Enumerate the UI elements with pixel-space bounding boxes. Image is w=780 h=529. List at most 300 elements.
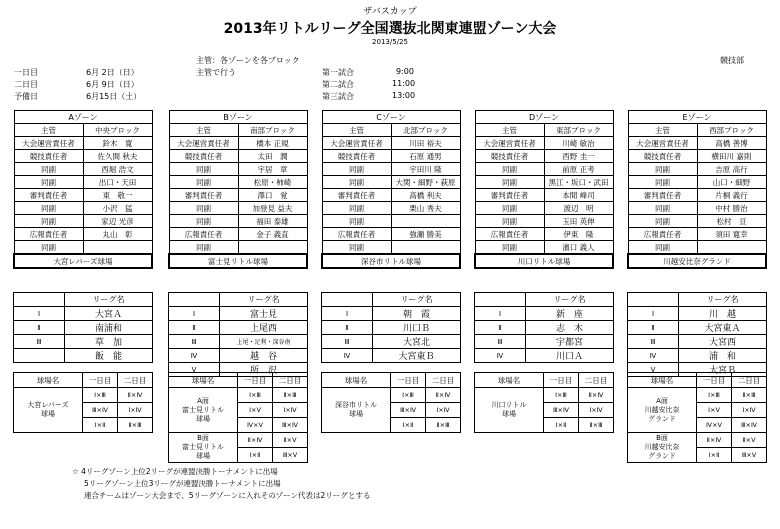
staff-row	[475, 176, 613, 189]
staff-person: 川田 裕夫	[391, 137, 460, 150]
staff-role: 審判責任者	[628, 189, 697, 202]
day2-match: Ⅲ×Ⅴ	[273, 448, 308, 463]
league-number: Ⅳ	[169, 349, 220, 363]
league-num-head	[628, 293, 679, 307]
day2-head: 二日目	[579, 373, 614, 388]
venue-name: 富士見リトル球場	[169, 254, 307, 268]
league-row	[475, 349, 614, 363]
day1-match: Ⅰ×Ⅴ	[238, 403, 273, 418]
zone-header-row	[169, 111, 307, 124]
staff-row	[322, 189, 460, 202]
venue-name: 大宮レパーズ球場	[14, 254, 152, 268]
staff-row	[322, 176, 460, 189]
staff-role: 主管	[628, 124, 697, 137]
league-number: Ⅱ	[169, 321, 220, 335]
venue-name: 川口リトル球場	[475, 254, 613, 268]
day1-head: 一日目	[83, 373, 118, 388]
league-number: Ⅲ	[628, 335, 679, 349]
league-row	[322, 307, 461, 321]
league-team: 所 沢	[220, 363, 308, 377]
ground-head: 球場名	[628, 373, 697, 388]
league-team: 越 谷	[220, 349, 308, 363]
staff-person: 松原・柿崎	[238, 176, 307, 189]
staff-row	[322, 215, 460, 228]
staff-person: 金子 義直	[238, 228, 307, 241]
league-team: 川口Ａ	[526, 349, 614, 363]
staff-row	[475, 241, 613, 255]
ground-venue: A面 川越安比奈 グランド	[628, 388, 697, 433]
league-row	[14, 321, 153, 335]
league-team: 大宮Ａ	[65, 307, 153, 321]
league-row	[322, 321, 461, 335]
staff-row	[14, 163, 152, 176]
staff-role: 同副	[628, 241, 697, 255]
zone-name: Bゾーン	[169, 111, 307, 124]
staff-person	[238, 241, 307, 255]
ground-header-row	[322, 373, 461, 388]
zone-staff-table	[474, 110, 614, 269]
staff-row	[475, 124, 613, 137]
staff-row	[14, 137, 152, 150]
day1-match: Ⅲ×Ⅳ	[391, 403, 426, 418]
staff-person: 宇田川 隆	[391, 163, 460, 176]
day2-match: Ⅲ×Ⅳ	[273, 418, 308, 433]
league-number	[14, 349, 65, 363]
staff-role: 審判責任者	[475, 189, 544, 202]
document-date: 2013/5/25	[372, 38, 408, 46]
staff-row	[14, 150, 152, 163]
day1-match: Ⅰ×Ⅱ	[238, 448, 273, 463]
venue-name: 川越安比奈グランド	[628, 254, 766, 268]
staff-person: 宇居 章	[238, 163, 307, 176]
staff-row	[628, 202, 766, 215]
staff-row	[169, 163, 307, 176]
match-time: 11:00	[392, 79, 416, 88]
staff-role: 同副	[14, 202, 83, 215]
staff-person	[391, 241, 460, 255]
staff-role: 大会運営責任者	[628, 137, 697, 150]
ground-venue: 大宮レパーズ 球場	[14, 388, 83, 433]
staff-row	[475, 150, 613, 163]
day1-match: Ⅰ×Ⅱ	[83, 418, 118, 433]
staff-person: 西野 圭一	[544, 150, 613, 163]
league-row	[169, 349, 308, 363]
league-team: 富士見	[220, 307, 308, 321]
day2-match: Ⅰ×Ⅳ	[579, 403, 614, 418]
day1-match: Ⅰ×Ⅱ	[391, 418, 426, 433]
zone-name: Cゾーン	[322, 111, 460, 124]
staff-role: 同副	[14, 163, 83, 176]
staff-role: 同副	[475, 241, 544, 255]
schedule-label: 一日目	[14, 68, 38, 77]
zone-league-table	[627, 292, 767, 377]
staff-role: 同副	[475, 202, 544, 215]
league-number: Ⅰ	[169, 307, 220, 321]
staff-person: 濱口 義人	[544, 241, 613, 255]
staff-role: 主管	[14, 124, 83, 137]
staff-person: 片桐 義行	[697, 189, 766, 202]
day1-match: Ⅰ×Ⅱ	[544, 418, 579, 433]
staff-role: 大会運営責任者	[322, 137, 391, 150]
league-number: Ⅳ	[322, 349, 373, 363]
staff-person	[391, 215, 460, 228]
staff-row	[169, 176, 307, 189]
zone-name: Aゾーン	[14, 111, 152, 124]
staff-person: 鈴木 寛	[83, 137, 152, 150]
staff-row	[169, 228, 307, 241]
staff-row	[169, 202, 307, 215]
league-row	[628, 335, 767, 349]
zone-name: Dゾーン	[475, 111, 613, 124]
staff-row	[628, 228, 766, 241]
league-team: 上尾西	[220, 321, 308, 335]
league-number: Ⅰ	[475, 307, 526, 321]
staff-person: 北部ブロック	[391, 124, 460, 137]
staff-row	[322, 241, 460, 255]
staff-row	[628, 137, 766, 150]
staff-person: 山口・細野	[697, 176, 766, 189]
ground-row	[475, 388, 614, 403]
league-number: Ⅱ	[14, 321, 65, 335]
staff-person: 中央ブロック	[83, 124, 152, 137]
staff-role: 広報責任者	[169, 228, 238, 241]
zone-ground-table	[168, 372, 308, 463]
staff-role: 同副	[322, 215, 391, 228]
day2-match: Ⅱ×Ⅳ	[118, 388, 153, 403]
league-team: 南浦和	[65, 321, 153, 335]
day2-head: 二日目	[273, 373, 308, 388]
league-header-row	[628, 293, 767, 307]
zone-ground-table	[474, 372, 614, 433]
ground-row	[628, 433, 767, 448]
league-name-head: リーグ名	[526, 293, 614, 307]
day2-head: 二日目	[426, 373, 461, 388]
staff-row	[475, 202, 613, 215]
zone-header-row	[628, 111, 766, 124]
day1-match: Ⅱ×Ⅳ	[238, 433, 273, 448]
venue-name: 深谷市リトル球場	[322, 254, 460, 268]
ground-header-row	[14, 373, 153, 388]
day1-head: 一日目	[697, 373, 732, 388]
schedule-label: 二日目	[14, 80, 38, 89]
league-number: Ⅱ	[322, 321, 373, 335]
match-time: 13:00	[392, 91, 416, 100]
day2-match: Ⅱ×Ⅳ	[426, 388, 461, 403]
league-row	[14, 307, 153, 321]
league-team: 朝 霞	[373, 307, 461, 321]
league-number: Ⅲ	[475, 335, 526, 349]
staff-role: 同副	[169, 202, 238, 215]
staff-role: 主管	[322, 124, 391, 137]
staff-person: 出口・天田	[83, 176, 152, 189]
ground-row	[322, 388, 461, 403]
zone-header-row	[14, 111, 152, 124]
day2-match: Ⅰ×Ⅳ	[732, 403, 767, 418]
staff-person: 太田 潤	[238, 150, 307, 163]
staff-row	[322, 137, 460, 150]
staff-role: 同副	[475, 163, 544, 176]
staff-person	[697, 241, 766, 255]
league-number: Ⅰ	[628, 307, 679, 321]
zone-header-row	[322, 111, 460, 124]
ground-venue: B面 富士見リトル 球場	[169, 433, 238, 463]
league-team: 上尾・足利・深谷南	[220, 335, 308, 349]
league-team: 大宮東Ａ	[679, 321, 767, 335]
venue-row	[14, 254, 152, 268]
league-num-head	[322, 293, 373, 307]
venue-row	[475, 254, 613, 268]
ground-head: 球場名	[475, 373, 544, 388]
league-number: Ⅰ	[322, 307, 373, 321]
staff-role: 大会運営責任者	[14, 137, 83, 150]
staff-person: 南部ブロック	[238, 124, 307, 137]
staff-person: 橋本 正規	[238, 137, 307, 150]
staff-row	[475, 215, 613, 228]
staff-row	[628, 241, 766, 255]
league-row	[14, 335, 153, 349]
staff-person: 西部ブロック	[697, 124, 766, 137]
staff-role: 審判責任者	[169, 189, 238, 202]
ground-venue: 深谷市リトル 球場	[322, 388, 391, 433]
schedule-label: 予備日	[14, 92, 38, 101]
day2-match: Ⅰ×Ⅳ	[426, 403, 461, 418]
league-number: Ⅴ	[628, 363, 679, 377]
staff-person: 石原 通男	[391, 150, 460, 163]
staff-row	[169, 189, 307, 202]
staff-row	[14, 228, 152, 241]
zone-league-table	[168, 292, 308, 377]
staff-role: 広報責任者	[322, 228, 391, 241]
schedule-date: 6月 2日（日）	[86, 68, 139, 77]
staff-person: 強瀬 勝美	[391, 228, 460, 241]
ground-header-row	[475, 373, 614, 388]
zone-header-row	[475, 111, 613, 124]
staff-person: 家辺 光彦	[83, 215, 152, 228]
day1-match: Ⅰ×Ⅲ	[238, 388, 273, 403]
staff-person: 佐久間 秋夫	[83, 150, 152, 163]
ground-head: 球場名	[322, 373, 391, 388]
day2-match: Ⅱ×Ⅴ	[273, 433, 308, 448]
footnote: ☆ 4リーグゾーン上位2リーグが連盟決勝トーナメントに出場	[72, 467, 278, 476]
day1-match: Ⅰ×Ⅲ	[544, 388, 579, 403]
league-name-head: リーグ名	[373, 293, 461, 307]
league-team: 大宮東Ｂ	[373, 349, 461, 363]
league-number: Ⅴ	[169, 363, 220, 377]
staff-role: 同副	[169, 163, 238, 176]
day2-match: Ⅲ×Ⅳ	[732, 418, 767, 433]
league-row	[475, 307, 614, 321]
day1-head: 一日目	[544, 373, 579, 388]
staff-role: 大会運営責任者	[169, 137, 238, 150]
day1-match: Ⅳ×Ⅴ	[697, 418, 732, 433]
zone-staff-table	[627, 110, 767, 269]
ground-row	[169, 388, 308, 403]
league-team: 大宮Ｂ	[679, 363, 767, 377]
league-num-head	[475, 293, 526, 307]
staff-row	[628, 215, 766, 228]
ground-header-row	[628, 373, 767, 388]
league-team: 川口Ｂ	[373, 321, 461, 335]
ground-venue: A面 富士見リトル 球場	[169, 388, 238, 433]
day1-head: 一日目	[238, 373, 273, 388]
league-team: 大宮西	[679, 335, 767, 349]
staff-role: 競技責任者	[14, 150, 83, 163]
ground-venue: 川口リトル 球場	[475, 388, 544, 433]
staff-person: 栗山 秀夫	[391, 202, 460, 215]
staff-role: 審判責任者	[14, 189, 83, 202]
zone-staff-table	[13, 110, 153, 269]
day2-match: Ⅲ×Ⅴ	[732, 448, 767, 463]
staff-row	[475, 189, 613, 202]
league-row	[14, 349, 153, 363]
staff-role: 同副	[475, 215, 544, 228]
staff-row	[628, 163, 766, 176]
staff-person: 前原 正考	[544, 163, 613, 176]
day1-head: 一日目	[391, 373, 426, 388]
league-team: 浦 和	[679, 349, 767, 363]
league-number: Ⅰ	[14, 307, 65, 321]
staff-person: 加登見 益夫	[238, 202, 307, 215]
staff-row	[14, 215, 152, 228]
staff-role: 主管	[475, 124, 544, 137]
staff-role: 競技責任者	[169, 150, 238, 163]
organizer-line1: 主管：各ゾーンを各ブロック	[196, 56, 300, 65]
match-label: 第三試合	[322, 92, 354, 101]
staff-role: 同副	[628, 215, 697, 228]
day1-match: Ⅰ×Ⅲ	[697, 388, 732, 403]
league-name-head: リーグ名	[679, 293, 767, 307]
league-number: Ⅲ	[322, 335, 373, 349]
league-header-row	[169, 293, 308, 307]
zone-staff-table	[168, 110, 308, 269]
day1-match: Ⅰ×Ⅱ	[697, 448, 732, 463]
staff-person: 西堀 浩文	[83, 163, 152, 176]
league-row	[169, 321, 308, 335]
staff-person: 渡辺 明	[544, 202, 613, 215]
day1-match: Ⅲ×Ⅳ	[83, 403, 118, 418]
staff-role: 広報責任者	[628, 228, 697, 241]
zone-league-table	[321, 292, 461, 363]
staff-role: 同副	[322, 202, 391, 215]
staff-role: 同副	[322, 176, 391, 189]
day2-match: Ⅱ×Ⅲ	[579, 418, 614, 433]
ground-head: 球場名	[169, 373, 238, 388]
league-row	[322, 335, 461, 349]
staff-row	[628, 150, 766, 163]
staff-role: 広報責任者	[475, 228, 544, 241]
staff-person: 須田 寛幸	[697, 228, 766, 241]
staff-person: 東部ブロック	[544, 124, 613, 137]
staff-row	[475, 228, 613, 241]
staff-person: 大関・細野・萩原	[391, 176, 460, 189]
footnote: 5リーグゾーン上位3リーグが連盟決勝トーナメントに出場	[84, 479, 281, 488]
staff-person: 川崎 敏治	[544, 137, 613, 150]
staff-row	[14, 176, 152, 189]
league-header-row	[14, 293, 153, 307]
league-team: 川 越	[679, 307, 767, 321]
staff-row	[169, 241, 307, 255]
match-label: 第二試合	[322, 80, 354, 89]
staff-person: 福田 泰雄	[238, 215, 307, 228]
staff-person: 吉原 高行	[697, 163, 766, 176]
ground-row	[628, 388, 767, 403]
staff-role: 主管	[169, 124, 238, 137]
document-title: 2013年リトルリーグ全国選抜北関東連盟ゾーン大会	[223, 21, 557, 37]
league-team: 大宮北	[373, 335, 461, 349]
staff-role: 同副	[628, 176, 697, 189]
staff-row	[322, 150, 460, 163]
match-label: 第一試合	[322, 68, 354, 77]
staff-role: 競技責任者	[475, 150, 544, 163]
day2-match: Ⅰ×Ⅳ	[273, 403, 308, 418]
staff-row	[322, 124, 460, 137]
zone-league-table	[474, 292, 614, 363]
league-number: Ⅳ	[628, 349, 679, 363]
organizer-line2: 主管で行う	[196, 68, 236, 77]
zone-ground-table	[13, 372, 153, 433]
day2-match: Ⅱ×Ⅲ	[273, 388, 308, 403]
venue-row	[628, 254, 766, 268]
league-team: 宇都宮	[526, 335, 614, 349]
staff-row	[169, 124, 307, 137]
staff-person: 小沢 猛	[83, 202, 152, 215]
league-number: Ⅳ	[475, 349, 526, 363]
league-number: Ⅲ	[169, 335, 220, 349]
staff-person: 東 敬一	[83, 189, 152, 202]
day2-match: Ⅱ×Ⅲ	[426, 418, 461, 433]
league-number: Ⅱ	[475, 321, 526, 335]
staff-row	[322, 202, 460, 215]
day2-match: Ⅱ×Ⅴ	[732, 433, 767, 448]
schedule-date: 6月15日（土）	[86, 92, 142, 101]
zone-staff-table	[321, 110, 461, 269]
league-row	[169, 307, 308, 321]
schedule-date: 6月 9日（日）	[86, 80, 139, 89]
staff-role: 同副	[322, 163, 391, 176]
ground-head: 球場名	[14, 373, 83, 388]
staff-role: 同副	[169, 241, 238, 255]
staff-person: 高橋 利夫	[391, 189, 460, 202]
staff-role: 同副	[169, 215, 238, 228]
staff-row	[628, 176, 766, 189]
staff-person: 高橋 善博	[697, 137, 766, 150]
staff-row	[14, 241, 152, 255]
league-header-row	[475, 293, 614, 307]
staff-role: 同副	[169, 176, 238, 189]
staff-row	[628, 189, 766, 202]
zone-ground-table	[627, 372, 767, 463]
staff-row	[169, 215, 307, 228]
staff-role: 同副	[14, 215, 83, 228]
staff-role: 同副	[628, 202, 697, 215]
staff-person: 黒江・坂口・武田	[544, 176, 613, 189]
league-row	[475, 335, 614, 349]
ground-header-row	[169, 373, 308, 388]
league-number: Ⅲ	[14, 335, 65, 349]
day2-match: Ⅱ×Ⅲ	[118, 418, 153, 433]
staff-row	[14, 202, 152, 215]
league-row	[628, 307, 767, 321]
league-team: 草 加	[65, 335, 153, 349]
zone-league-table	[13, 292, 153, 363]
ground-row	[14, 388, 153, 403]
league-header-row	[322, 293, 461, 307]
staff-role: 同副	[475, 176, 544, 189]
league-number: Ⅱ	[628, 321, 679, 335]
league-row	[475, 321, 614, 335]
staff-person: 中村 勝治	[697, 202, 766, 215]
zone-ground-table	[321, 372, 461, 433]
